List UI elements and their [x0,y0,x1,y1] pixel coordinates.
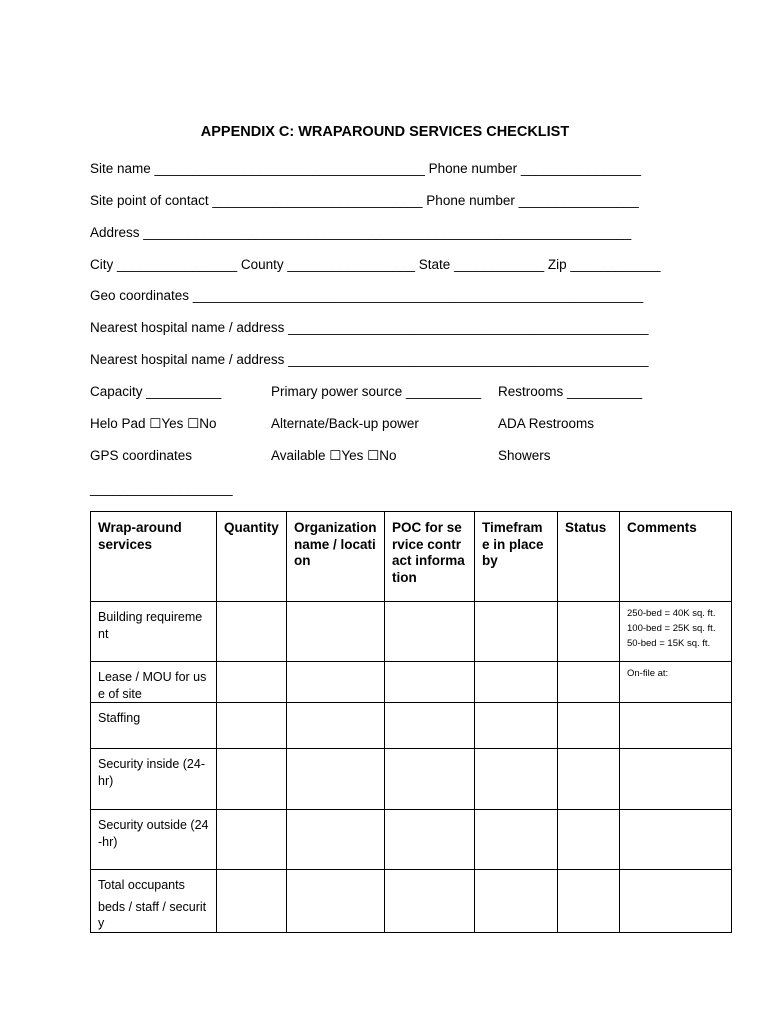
cell-quantity[interactable] [217,602,287,662]
nearest-hospital-line-1[interactable]: Nearest hospital name / address ________________________________________________ [90,320,649,335]
table-row [91,602,732,662]
cell-comments[interactable] [620,703,732,749]
cell-organization[interactable] [287,810,385,870]
row-label-building: Building requirement [91,602,217,662]
total-occupants-sublabel: beds / staff / security [98,899,207,930]
header-wraparound-services: Wrap-around services [91,512,217,602]
cell-status[interactable] [558,810,620,870]
cell-status[interactable] [558,749,620,810]
table-row [91,749,732,810]
cell-poc[interactable] [385,602,475,662]
cell-timeframe[interactable] [475,810,558,870]
page-title: APPENDIX C: WRAPAROUND SERVICES CHECKLIST [200,124,570,140]
alt-power-label: Alternate/Back-up power [271,416,419,431]
cell-quantity[interactable] [217,749,287,810]
comment-250-bed: 250-bed = 40K sq. ft. [627,608,716,619]
header-status: Status [558,512,620,602]
cell-quantity[interactable] [217,810,287,870]
table-row [91,662,732,703]
header-poc: POC for service contract information [385,512,475,602]
restrooms-line[interactable]: Restrooms __________ [498,384,643,399]
capacity-line[interactable]: Capacity __________ [90,384,222,399]
primary-power-line[interactable]: Primary power source __________ [271,384,482,399]
row-label-staffing: Staffing [91,703,217,749]
cell-organization[interactable] [287,749,385,810]
cell-poc[interactable] [385,703,475,749]
cell-poc[interactable] [385,749,475,810]
row-label-total-occupants [91,870,217,933]
header-organization: Organization name / location [287,512,385,602]
cell-poc[interactable] [385,662,475,703]
cell-timeframe[interactable] [475,662,558,703]
available-field[interactable]: Available ☐Yes ☐No [271,448,397,463]
row-label-lease: Lease / MOU for use of site [91,662,217,703]
cell-quantity[interactable] [217,703,287,749]
total-occupants-label: Total occupants [98,878,185,892]
site-poc-line[interactable]: Site point of contact ____________________________ Phone number ________________ [90,193,639,208]
gps-coordinates-label: GPS coordinates [90,448,193,463]
cell-timeframe[interactable] [475,703,558,749]
address-line[interactable]: Address _________________________________________________________________ [90,225,632,240]
header-timeframe: Timeframe in place by [475,512,558,602]
cell-organization[interactable] [287,870,385,933]
site-name-line[interactable]: Site name ____________________________________ Phone number ________________ [90,161,642,176]
cell-comments[interactable] [620,810,732,870]
cell-organization[interactable] [287,602,385,662]
header-quantity: Quantity [217,512,287,602]
table-row [91,870,732,933]
nearest-hospital-line-2[interactable]: Nearest hospital name / address ________________________________________________ [90,352,649,367]
city-line[interactable]: City ________________ County _________________ State ____________ Zip ____________ [90,257,661,272]
table-row [91,703,732,749]
cell-status[interactable] [558,870,620,933]
row-label-security-inside: Security inside (24-hr) [91,749,217,810]
ada-restrooms-label: ADA Restrooms [498,416,595,431]
cell-status[interactable] [558,662,620,703]
table-row [91,810,732,870]
table-header-row [91,512,732,602]
comment-50-bed: 50-bed = 15K sq. ft. [627,638,711,649]
cell-poc[interactable] [385,810,475,870]
comment-on-file: On-file at: [627,668,669,679]
cell-status[interactable] [558,703,620,749]
cell-organization[interactable] [287,703,385,749]
cell-comments[interactable] [620,870,732,933]
cell-comments[interactable] [620,749,732,810]
wraparound-services-table [90,511,732,933]
cell-organization[interactable] [287,662,385,703]
gps-coordinates-blank[interactable]: ___________________ [90,481,233,496]
cell-timeframe[interactable] [475,602,558,662]
cell-timeframe[interactable] [475,870,558,933]
header-comments: Comments [620,512,732,602]
cell-poc[interactable] [385,870,475,933]
helo-pad-field[interactable]: Helo Pad ☐Yes ☐No [90,416,217,431]
cell-quantity[interactable] [217,870,287,933]
showers-label: Showers [498,448,551,463]
cell-status[interactable] [558,602,620,662]
cell-comments[interactable] [620,662,732,703]
comment-100-bed: 100-bed = 25K sq. ft. [627,623,716,634]
row-label-security-outside: Security outside (24-hr) [91,810,217,870]
geo-coordinates-line[interactable]: Geo coordinates ____________________________________________________________ [90,288,644,303]
cell-timeframe[interactable] [475,749,558,810]
cell-quantity[interactable] [217,662,287,703]
cell-comments[interactable] [620,602,732,662]
